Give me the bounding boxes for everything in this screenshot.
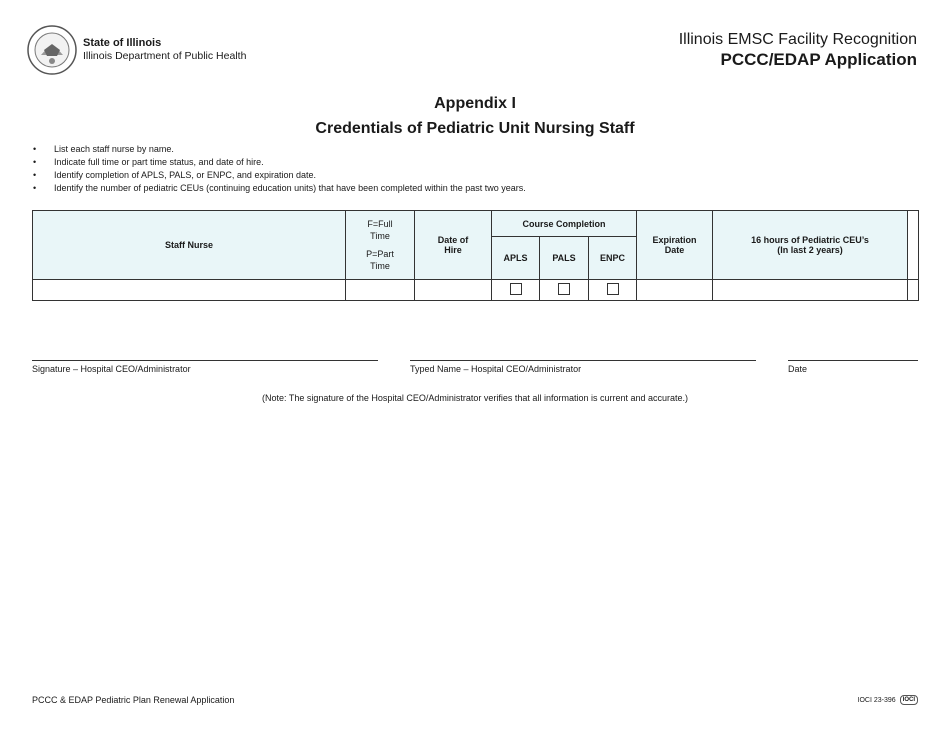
application-name: PCCC/EDAP Application <box>720 50 917 69</box>
pals-cell <box>540 280 589 301</box>
agency-name <box>83 37 246 63</box>
pt-label-2: Time <box>370 261 390 271</box>
date-label: Date <box>788 364 808 374</box>
appendix-title: Appendix I <box>434 95 516 112</box>
agency-state: State of Illinois <box>83 37 162 49</box>
idph-logo <box>24 22 256 78</box>
header-pediatric-ceu <box>713 211 908 280</box>
ceu-hours-field[interactable] <box>713 280 908 301</box>
pals-checkbox[interactable] <box>558 283 570 295</box>
ceu-label-2: (In last 2 years) <box>777 245 843 255</box>
footer-form-id <box>858 695 918 705</box>
enpc-checkbox[interactable] <box>607 283 619 295</box>
pt-label-1: P=Part <box>366 249 394 259</box>
header-enpc: ENPC <box>589 237 637 280</box>
exp-label-2: Date <box>664 245 685 255</box>
footer-title: PCCC & EDAP Pediatric Plan Renewal Application <box>32 695 235 705</box>
instruction-item: • Identify the number of pediatric CEUs (continuing education units) that have been completed within the past two years. <box>32 182 526 195</box>
document-header <box>679 30 917 71</box>
ft-label-1: F=Full <box>367 219 393 229</box>
program-name: Illinois EMSC Facility Recognition <box>678 31 917 48</box>
header-staff-nurse: Staff Nurse <box>33 211 346 280</box>
instruction-item: • Indicate full time or part time status, and date of hire. <box>32 156 526 169</box>
form-number: IOCI 23-396 <box>857 696 896 704</box>
signature-note: (Note: The signature of the Hospital CEO/Administrator verifies that all information is current and accurate.) <box>261 393 689 403</box>
exp-label-1: Expiration <box>652 235 697 245</box>
ceu-label-1: 16 hours of Pediatric CEU’s <box>751 235 869 245</box>
expiration-date-field[interactable] <box>637 280 713 301</box>
date-of-hire-field[interactable] <box>415 280 492 301</box>
apls-cell <box>492 280 540 301</box>
instruction-item: • Identify completion of APLS, PALS, or ENPC, and expiration date. <box>32 169 526 182</box>
header-course-completion: Course Completion <box>492 211 637 237</box>
header-date-of-hire <box>415 211 492 280</box>
header-expiration-date <box>637 211 713 280</box>
typed-name-line[interactable] <box>410 360 756 361</box>
header-employment-status <box>346 211 415 280</box>
ft-label-2: Time <box>370 231 390 241</box>
apls-checkbox[interactable] <box>510 283 522 295</box>
agency-department: Illinois Department of Public Health <box>83 50 247 62</box>
row-spacer <box>908 280 919 301</box>
illinois-seal-icon <box>27 25 77 75</box>
hire-label-2: Hire <box>444 245 462 255</box>
page-title: Credentials of Pediatric Unit Nursing Staff <box>315 120 635 137</box>
date-line[interactable] <box>788 360 918 361</box>
typed-name-label: Typed Name – Hospital CEO/Administrator <box>410 364 582 374</box>
hire-label-1: Date of <box>437 235 469 245</box>
instruction-item: • List each staff nurse by name. <box>32 143 526 156</box>
header-apls: APLS <box>492 237 540 280</box>
header-spacer <box>908 211 919 280</box>
instructions-list <box>32 143 526 195</box>
staff-nurse-field[interactable] <box>33 280 346 301</box>
employment-status-field[interactable] <box>346 280 415 301</box>
signature-label: Signature – Hospital CEO/Administrator <box>32 364 191 374</box>
nursing-staff-table <box>32 210 919 301</box>
header-pals: PALS <box>540 237 589 280</box>
enpc-cell <box>589 280 637 301</box>
signature-line[interactable] <box>32 360 378 361</box>
table-row <box>33 280 919 301</box>
ioci-logo: IOCI <box>900 695 918 705</box>
